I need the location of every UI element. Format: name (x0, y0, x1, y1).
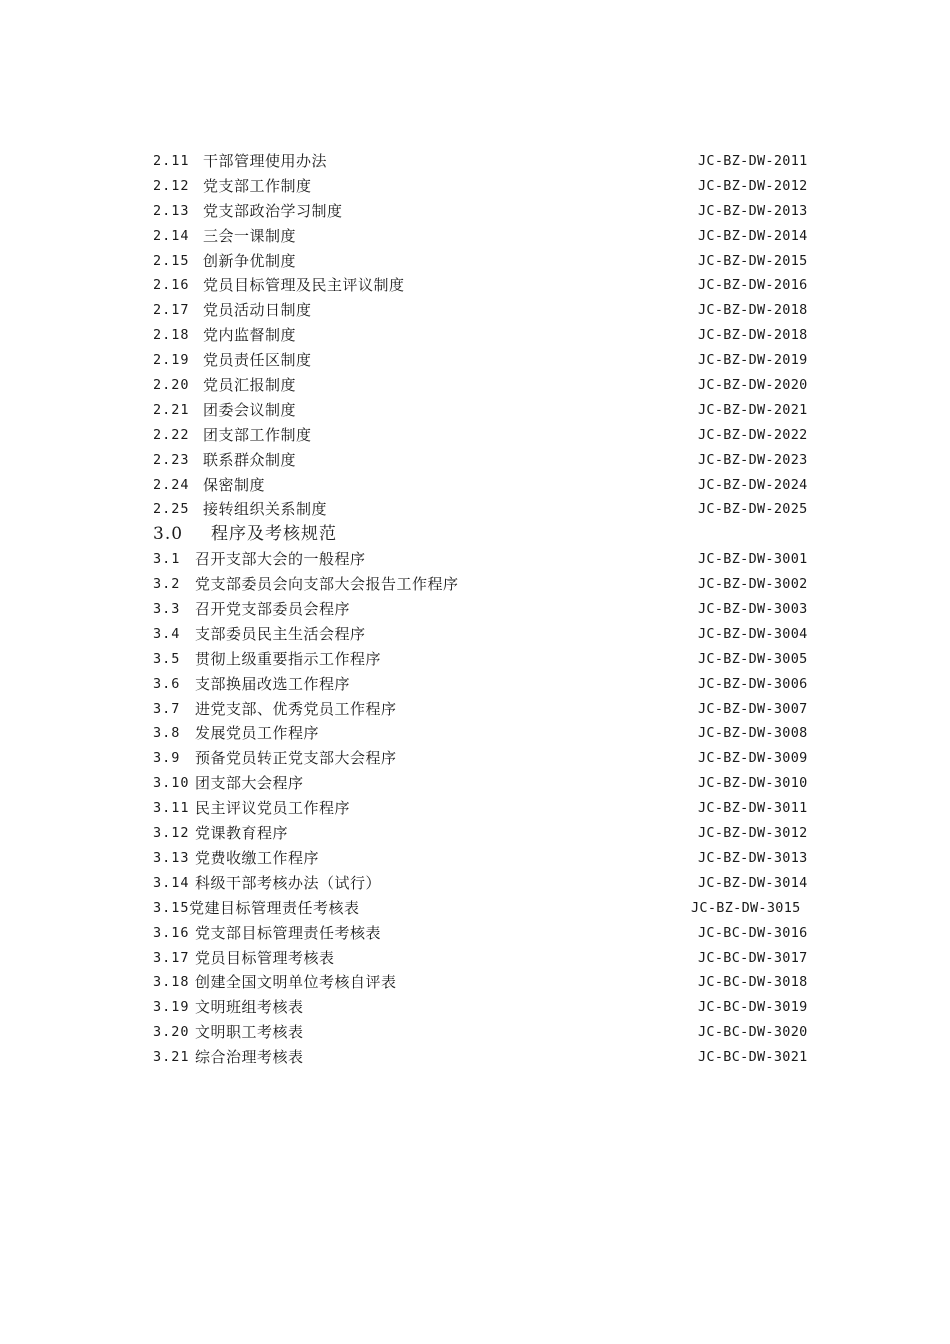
toc-entry-code: JC-BZ-DW-2013 (698, 202, 808, 219)
toc-entry-code: JC-BZ-DW-2024 (698, 476, 808, 493)
toc-entry-code: JC-BZ-DW-3008 (698, 725, 808, 742)
toc-entry (153, 846, 813, 871)
toc-entry-code: JC-BZ-DW-2018 (698, 302, 808, 319)
toc-entry-title: 发展党员工作程序 (195, 724, 320, 743)
toc-entry-title: 召开党支部委员会程序 (195, 600, 351, 619)
toc-entry-number: 3.6 (153, 675, 181, 692)
toc-entry-number: 3.8 (153, 725, 181, 742)
toc-entry-code: JC-BZ-DW-2016 (698, 277, 808, 294)
toc-entry-number: 3.18 (153, 974, 190, 991)
toc-entry-code: JC-BZ-DW-2011 (698, 153, 808, 169)
toc-entry-number: 3.21 (153, 1049, 190, 1066)
toc-entry-code: JC-BC-DW-3016 (698, 924, 808, 941)
toc-entry-title: 支部换届改选工作程序 (195, 674, 351, 693)
toc-entry (153, 970, 813, 995)
toc-entry-code: JC-BZ-DW-2021 (698, 401, 808, 418)
toc-entry-title: 干部管理使用办法 (203, 152, 328, 170)
toc-entry (153, 1045, 813, 1070)
toc-entry-title: 党支部工作制度 (203, 176, 312, 195)
toc-entry-number: 3.3 (153, 601, 181, 618)
toc-entry-code: JC-BC-DW-3020 (698, 1024, 808, 1041)
toc-entry (153, 921, 813, 946)
toc-entry-code: JC-BZ-DW-3013 (698, 849, 808, 866)
toc-entry-number: 2.14 (153, 227, 190, 244)
toc-entry-title: 进党支部、优秀党员工作程序 (195, 699, 397, 718)
toc-entry-number: 3.10 (153, 775, 190, 792)
toc-entry-number: 3.7 (153, 700, 181, 717)
toc-entry-number: 3.16 (153, 924, 190, 941)
toc-entry-code: JC-BC-DW-3018 (698, 974, 808, 991)
toc-entry-number: 3.1 (153, 551, 181, 568)
toc-entry-code: JC-BZ-DW-3001 (698, 551, 808, 568)
toc-entry (153, 1020, 813, 1045)
toc-entry-number: 2.11 (153, 153, 190, 169)
toc-entry-number: 3.2 (153, 576, 181, 593)
toc-entry (153, 821, 813, 846)
toc-entry-code: JC-BZ-DW-2014 (698, 227, 808, 244)
toc-entry-title: 综合治理考核表 (195, 1048, 304, 1067)
toc-entry (153, 398, 813, 423)
toc-entry (153, 771, 813, 796)
toc-entry (153, 746, 813, 771)
toc-entry (153, 547, 813, 572)
toc-entry-number: 3.20 (153, 1024, 190, 1041)
toc-entry (153, 796, 813, 821)
toc-entry-code: JC-BZ-DW-3005 (698, 650, 808, 667)
toc-entry-number: 3.0 (153, 524, 184, 545)
toc-entry-number: 2.17 (153, 302, 190, 319)
toc-entry-number: 2.22 (153, 426, 190, 443)
toc-entry-title: 党员活动日制度 (203, 301, 312, 320)
toc-entry-title: 党员责任区制度 (203, 351, 312, 370)
toc-entry-number: 3.14 (153, 874, 190, 891)
toc-entry-title: 科级干部考核办法（试行） (195, 873, 382, 892)
toc-entry-code: JC-BZ-DW-2023 (698, 451, 808, 468)
toc-entry-title: 召开支部大会的一般程序 (195, 550, 366, 569)
toc-entry-code: JC-BZ-DW-2012 (698, 177, 808, 194)
toc-entry-number: 3.9 (153, 750, 181, 767)
toc-entry-code: JC-BZ-DW-2015 (698, 252, 808, 269)
toc-entry-number: 3.17 (153, 949, 190, 966)
toc-entry-code: JC-BZ-DW-3002 (698, 576, 808, 593)
toc-entry-title: 三会一课制度 (203, 226, 297, 245)
toc-entry-number: 2.21 (153, 401, 190, 418)
toc-entry-code: JC-BZ-DW-3015 (691, 899, 801, 916)
toc-entry (153, 298, 813, 323)
toc-entry-title: 团委会议制度 (203, 400, 297, 419)
toc-entry (153, 497, 813, 522)
toc-entry (153, 149, 813, 174)
toc-entry-title: 支部委员民主生活会程序 (195, 624, 366, 643)
toc-entry-code: JC-BZ-DW-3003 (698, 601, 808, 618)
section-heading (153, 522, 813, 547)
toc-entry (153, 323, 813, 348)
toc-entry-number: 3.4 (153, 625, 181, 642)
table-of-contents (153, 149, 813, 1070)
toc-entry (153, 572, 813, 597)
toc-entry-title: 党支部委员会向支部大会报告工作程序 (195, 575, 459, 594)
toc-entry-title: 保密制度 (203, 475, 266, 494)
toc-entry (153, 273, 813, 298)
toc-entry-title: 程序及考核规范 (211, 524, 337, 545)
toc-entry-title: 预备党员转正党支部大会程序 (195, 749, 397, 768)
toc-entry-code: JC-BZ-DW-3012 (698, 825, 808, 842)
toc-entry-title: 党员目标管理及民主评议制度 (203, 276, 405, 295)
toc-entry-title: 创新争优制度 (203, 251, 297, 270)
toc-entry (153, 647, 813, 672)
toc-entry (153, 871, 813, 896)
toc-entry (153, 995, 813, 1020)
toc-entry (153, 896, 813, 921)
toc-entry-code: JC-BZ-DW-3009 (698, 750, 808, 767)
toc-entry-number: 2.15 (153, 252, 190, 269)
toc-entry-number: 3.5 (153, 650, 181, 667)
toc-entry-number: 2.13 (153, 202, 190, 219)
toc-entry (153, 697, 813, 722)
toc-entry-title: 党建目标管理责任考核表 (189, 898, 360, 917)
toc-entry-number: 2.12 (153, 177, 190, 194)
toc-entry-number: 2.23 (153, 451, 190, 468)
toc-entry (153, 199, 813, 224)
toc-entry-title: 团支部大会程序 (195, 774, 304, 793)
toc-entry-number: 2.18 (153, 327, 190, 344)
toc-entry-title: 党员目标管理考核表 (195, 948, 335, 967)
toc-entry-number: 2.20 (153, 377, 190, 394)
toc-entry (153, 249, 813, 274)
toc-entry-title: 团支部工作制度 (203, 425, 312, 444)
toc-entry-title: 党课教育程序 (195, 824, 289, 843)
toc-entry-code: JC-BZ-DW-2022 (698, 426, 808, 443)
toc-entry-title: 贯彻上级重要指示工作程序 (195, 649, 382, 668)
toc-entry-number: 3.13 (153, 849, 190, 866)
toc-entry-number: 2.25 (153, 501, 190, 518)
toc-entry-code: JC-BC-DW-3017 (698, 949, 808, 966)
toc-entry-number: 3.11 (153, 800, 190, 817)
toc-entry-code: JC-BZ-DW-3006 (698, 675, 808, 692)
toc-entry-number: 3.19 (153, 999, 190, 1016)
toc-entry-code: JC-BC-DW-3019 (698, 999, 808, 1016)
toc-entry (153, 622, 813, 647)
toc-entry (153, 721, 813, 746)
toc-entry-code: JC-BZ-DW-2019 (698, 352, 808, 369)
toc-entry-title: 党支部目标管理责任考核表 (195, 923, 382, 942)
toc-entry-title: 接转组织关系制度 (203, 500, 328, 519)
toc-entry (153, 224, 813, 249)
toc-entry (153, 174, 813, 199)
toc-entry-title: 文明班组考核表 (195, 998, 304, 1017)
toc-entry-code: JC-BZ-DW-2025 (698, 501, 808, 518)
toc-entry (153, 473, 813, 498)
toc-entry (153, 448, 813, 473)
toc-entry-code: JC-BZ-DW-2018 (698, 327, 808, 344)
toc-entry-number: 2.19 (153, 352, 190, 369)
toc-entry-title: 党费收缴工作程序 (195, 848, 320, 867)
toc-entry-number: 2.24 (153, 476, 190, 493)
toc-entry-code: JC-BZ-DW-3011 (698, 800, 808, 817)
toc-entry-number: 3.15 (153, 899, 190, 916)
toc-entry (153, 348, 813, 373)
toc-entry-title: 党内监督制度 (203, 326, 297, 345)
toc-entry-title: 联系群众制度 (203, 450, 297, 469)
toc-entry (153, 423, 813, 448)
toc-entry-code: JC-BZ-DW-3014 (698, 874, 808, 891)
toc-entry (153, 373, 813, 398)
toc-entry-title: 创建全国文明单位考核自评表 (195, 973, 397, 992)
toc-entry-code: JC-BC-DW-3021 (698, 1049, 808, 1066)
toc-entry-title: 党员汇报制度 (203, 376, 297, 395)
toc-entry (153, 597, 813, 622)
toc-entry-title: 民主评议党员工作程序 (195, 799, 351, 818)
toc-entry-code: JC-BZ-DW-3004 (698, 625, 808, 642)
toc-entry-code: JC-BZ-DW-2020 (698, 377, 808, 394)
toc-entry-title: 党支部政治学习制度 (203, 201, 343, 220)
toc-entry-code: JC-BZ-DW-3010 (698, 775, 808, 792)
toc-entry-title: 文明职工考核表 (195, 1023, 304, 1042)
toc-entry (153, 672, 813, 697)
toc-entry-number: 2.16 (153, 277, 190, 294)
toc-entry-number: 3.12 (153, 825, 190, 842)
toc-entry (153, 946, 813, 971)
toc-entry-code: JC-BZ-DW-3007 (698, 700, 808, 717)
